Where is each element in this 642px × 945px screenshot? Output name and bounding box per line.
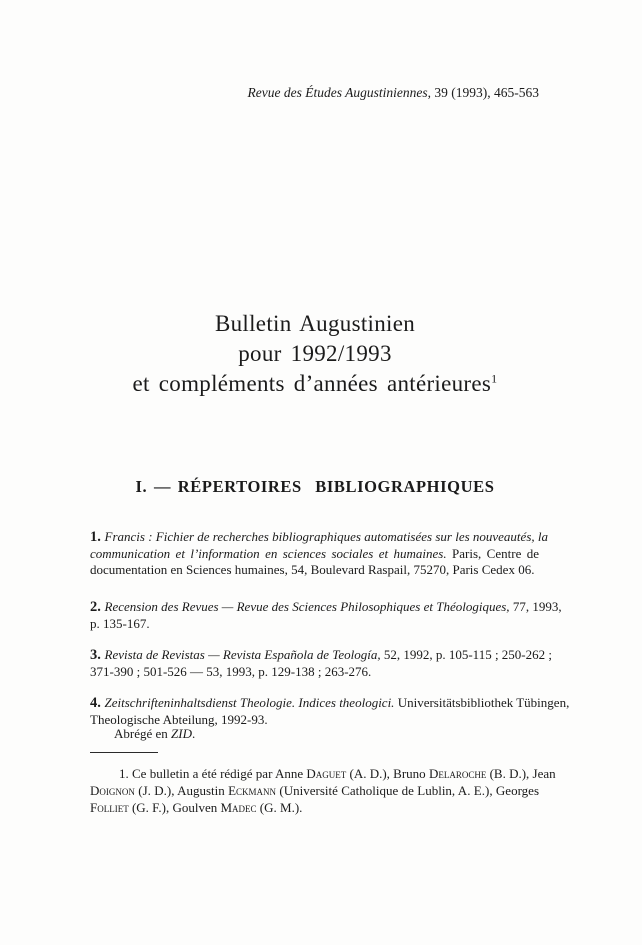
text-segment: ZID [171, 726, 192, 741]
text-segment: Delaroche [428, 766, 487, 781]
text-segment: 77, 1993, [509, 599, 562, 614]
text-segment: 371-390 ; 501-526 — 53, 1993, p. 129-138 ; 263-276. [90, 663, 372, 679]
text-segment: 1 [491, 371, 498, 386]
text-segment: Theologische Abteilung, 1992-93. [90, 711, 268, 727]
text-segment: et compléments d’années antérieures [132, 371, 492, 396]
text-segment: 52, 1992, p. 105-115 ; 250-262 ; [380, 647, 552, 662]
text-segment: Recension des Revues — Revue des Sciences Philosophiques et Théologiques, [104, 599, 510, 614]
text-segment: Abrégé en [114, 726, 172, 741]
text-segment: Universitätsbibliothek Tübingen, [394, 695, 570, 710]
text-line [90, 647, 552, 664]
text-segment: Madec [220, 799, 257, 815]
text-segment: Paris, Centre de [446, 545, 540, 561]
text-segment: Folliet [90, 799, 129, 815]
page-title [90, 309, 540, 399]
text-segment: Revista de Revistas — Revista Española de Teología, [104, 647, 381, 662]
title-line-1: Bulletin Augustinien [214, 311, 416, 336]
text-segment: documentation en Sciences humaines, 54, Boulevard Raspail, 75270, Paris Cedex 06. [90, 562, 535, 577]
text-segment: (A. D.), Bruno [346, 766, 429, 781]
text-segment: , 39 (1993), 465-563 [427, 85, 539, 100]
text-line [90, 800, 539, 817]
text-line [90, 529, 548, 546]
text-segment: Francis : Fichier de recherches bibliographiques automatisées sur les nouveautés, la [104, 529, 548, 544]
text-segment: (J. D.), Augustin [134, 782, 229, 798]
bib-entry-4-abbreviation-note [114, 726, 195, 743]
text-segment: (B. D.), Jean [486, 766, 556, 781]
text-segment: Doignon [90, 782, 135, 798]
text-segment: (Université Catholique de Lublin, A. E.), Georges [276, 782, 540, 798]
section-heading: I. — RÉPERTOIRES BIBLIOGRAPHIQUES [135, 477, 495, 496]
text-segment: . [191, 726, 196, 741]
text-line [90, 546, 539, 563]
bib-entry-4 [90, 695, 570, 728]
text-segment: (G. M.). [256, 799, 303, 815]
text-segment: 4. [90, 695, 105, 711]
text-segment: Zeitschrifteninhaltsdienst Theologie. Indices theologici. [104, 695, 395, 710]
text-line [90, 599, 562, 616]
text-line [90, 562, 539, 579]
text-segment: Eckmann [228, 782, 277, 798]
text-segment: Daguet [306, 766, 347, 781]
text-line [90, 664, 539, 681]
text-segment: p. 135-167. [90, 615, 150, 631]
title-line-2: pour 1992/1993 [238, 341, 392, 366]
bib-entry-3 [90, 647, 552, 680]
text-segment: 1. Ce bulletin a été rédigé par Anne [119, 766, 307, 781]
text-segment: (G. F.), Goulven [128, 799, 221, 815]
text-line [90, 616, 539, 633]
text-segment: Revue des Études Augustiniennes [247, 85, 428, 100]
bib-entry-1 [90, 529, 548, 579]
text-line [90, 695, 570, 712]
bib-entry-2 [90, 599, 562, 632]
footnote-separator [90, 752, 158, 753]
footnote-1 [90, 766, 556, 816]
text-segment: 2. [90, 599, 105, 615]
text-line [90, 766, 556, 783]
text-segment: 1. [90, 529, 105, 545]
running-head [90, 85, 539, 101]
title-line-3 [90, 369, 540, 399]
text-line [90, 783, 539, 800]
text-segment: 3. [90, 647, 105, 663]
text-segment: communication et l’information en sciences sociales et humaines. [90, 545, 447, 561]
